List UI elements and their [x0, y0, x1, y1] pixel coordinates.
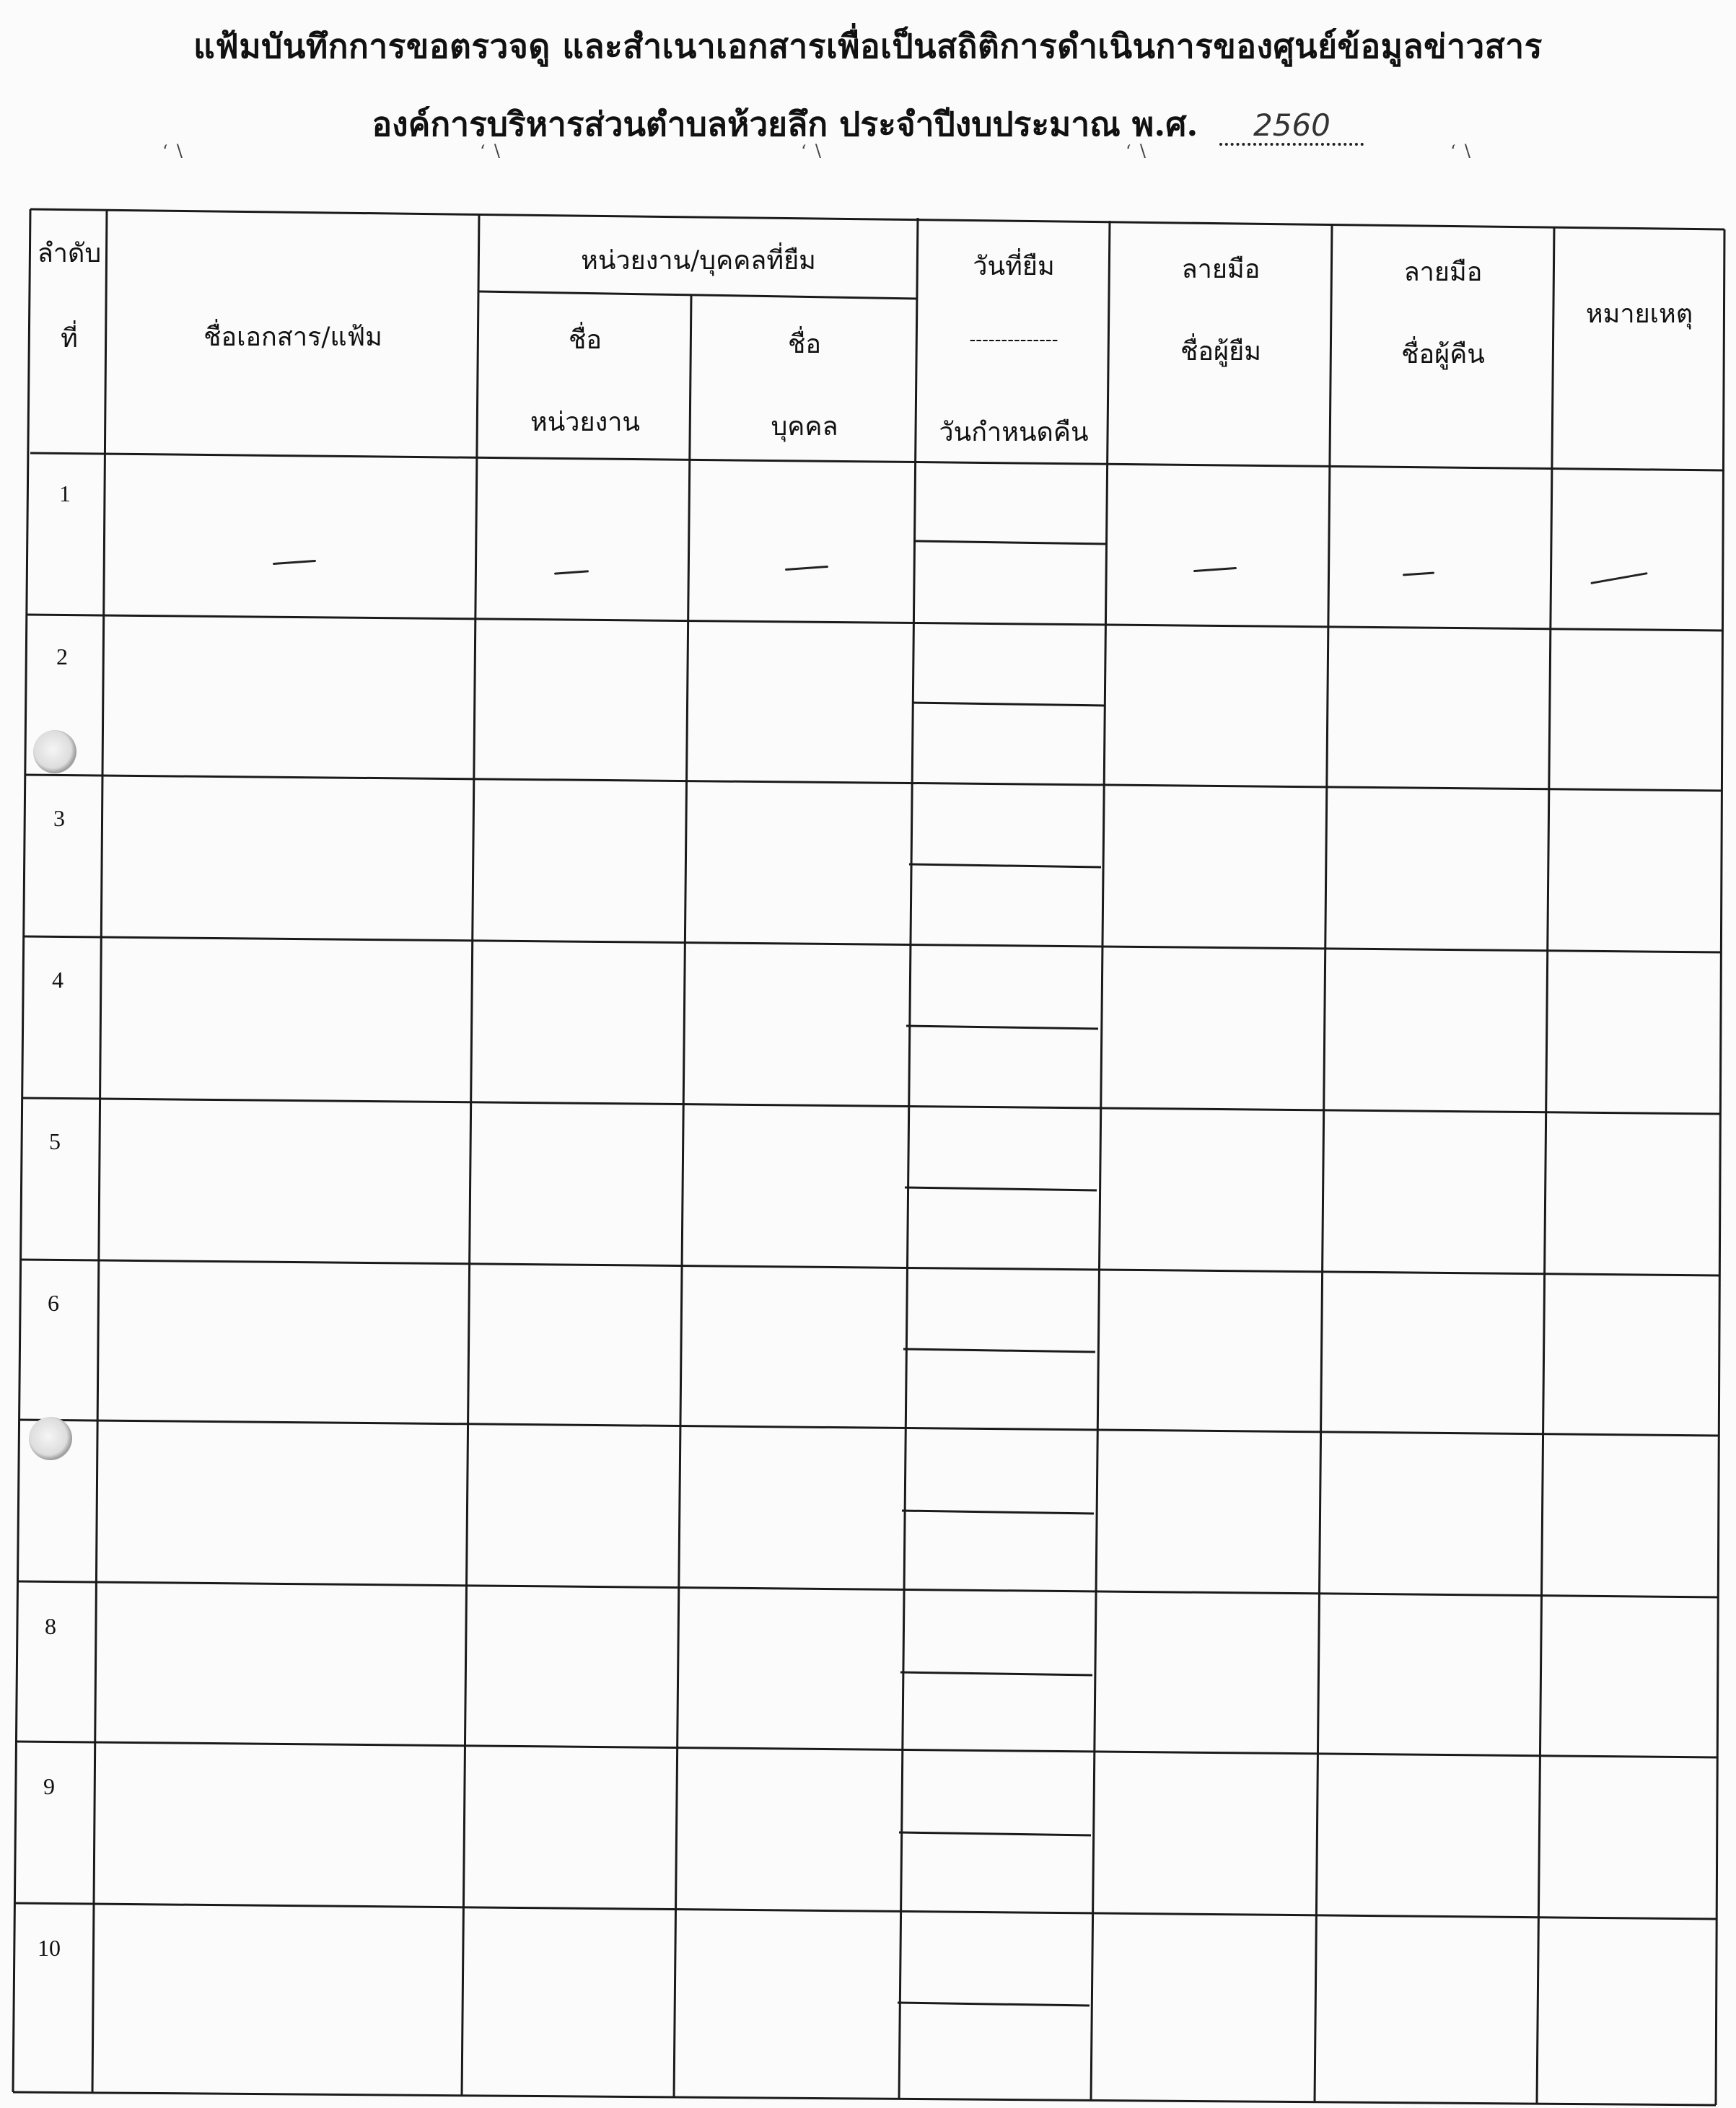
- row-number: 8: [45, 1613, 56, 1639]
- mark: ‘ ∖: [801, 141, 823, 162]
- header-no-line1: ลำดับ: [37, 239, 102, 268]
- header-borrower-group: หน่วยงาน/บุคคลที่ยืม: [581, 246, 816, 276]
- row-number: 6: [48, 1290, 59, 1316]
- header-unit-line2: หน่วยงาน: [530, 408, 641, 437]
- header-document: ชื่อเอกสาร/แฟ้ม: [203, 322, 382, 352]
- header-remarks: หมายเหตุ: [1585, 299, 1693, 329]
- header-sig-returner-line2: ชื่อผู้คืน: [1401, 340, 1485, 369]
- row-number: 9: [43, 1773, 55, 1799]
- row-number: 1: [59, 480, 71, 506]
- header-sig-returner-line1: ลายมือ: [1403, 258, 1483, 287]
- row-number: 10: [38, 1935, 61, 1961]
- row-number: 2: [56, 644, 68, 669]
- mark: ‘ ∖: [1126, 141, 1148, 162]
- header-person-line2: บุคคล: [771, 412, 838, 442]
- header-date-due: วันกำหนดคืน: [939, 418, 1089, 447]
- mark: ‘ ∖: [1450, 141, 1473, 162]
- header-person-line1: ชื่อ: [787, 330, 822, 359]
- header-date-borrow: วันที่ยืม: [973, 252, 1055, 281]
- punch-hole: [29, 1417, 72, 1460]
- header-unit-line1: ชื่อ: [568, 325, 602, 355]
- mark: ‘ ∖: [162, 141, 185, 162]
- subtitle-text: องค์การบริหารส่วนตำบลห้วยลึก ประจำปีงบประมาณ พ.ศ.: [372, 105, 1198, 144]
- year-handwritten: 2560: [1219, 107, 1364, 146]
- row-number: 5: [49, 1128, 61, 1154]
- row-number: 4: [52, 967, 63, 993]
- mark: ‘ ∖: [480, 141, 502, 162]
- form-title: แฟ้มบันทึกการขอตรวจดู และสำเนาเอกสารเพื่อเป็นสถิติการดำเนินการของศูนย์ข้อมูลข่าวสาร: [193, 27, 1543, 66]
- header-sig-borrower-line1: ลายมือ: [1181, 255, 1261, 284]
- header-date-separator: --------------: [969, 329, 1058, 351]
- punch-hole: [33, 730, 76, 773]
- row-number: 3: [53, 805, 65, 831]
- header-sig-borrower-line2: ชื่อผู้ยืม: [1180, 337, 1261, 366]
- header-no-line2: ที่: [61, 324, 78, 353]
